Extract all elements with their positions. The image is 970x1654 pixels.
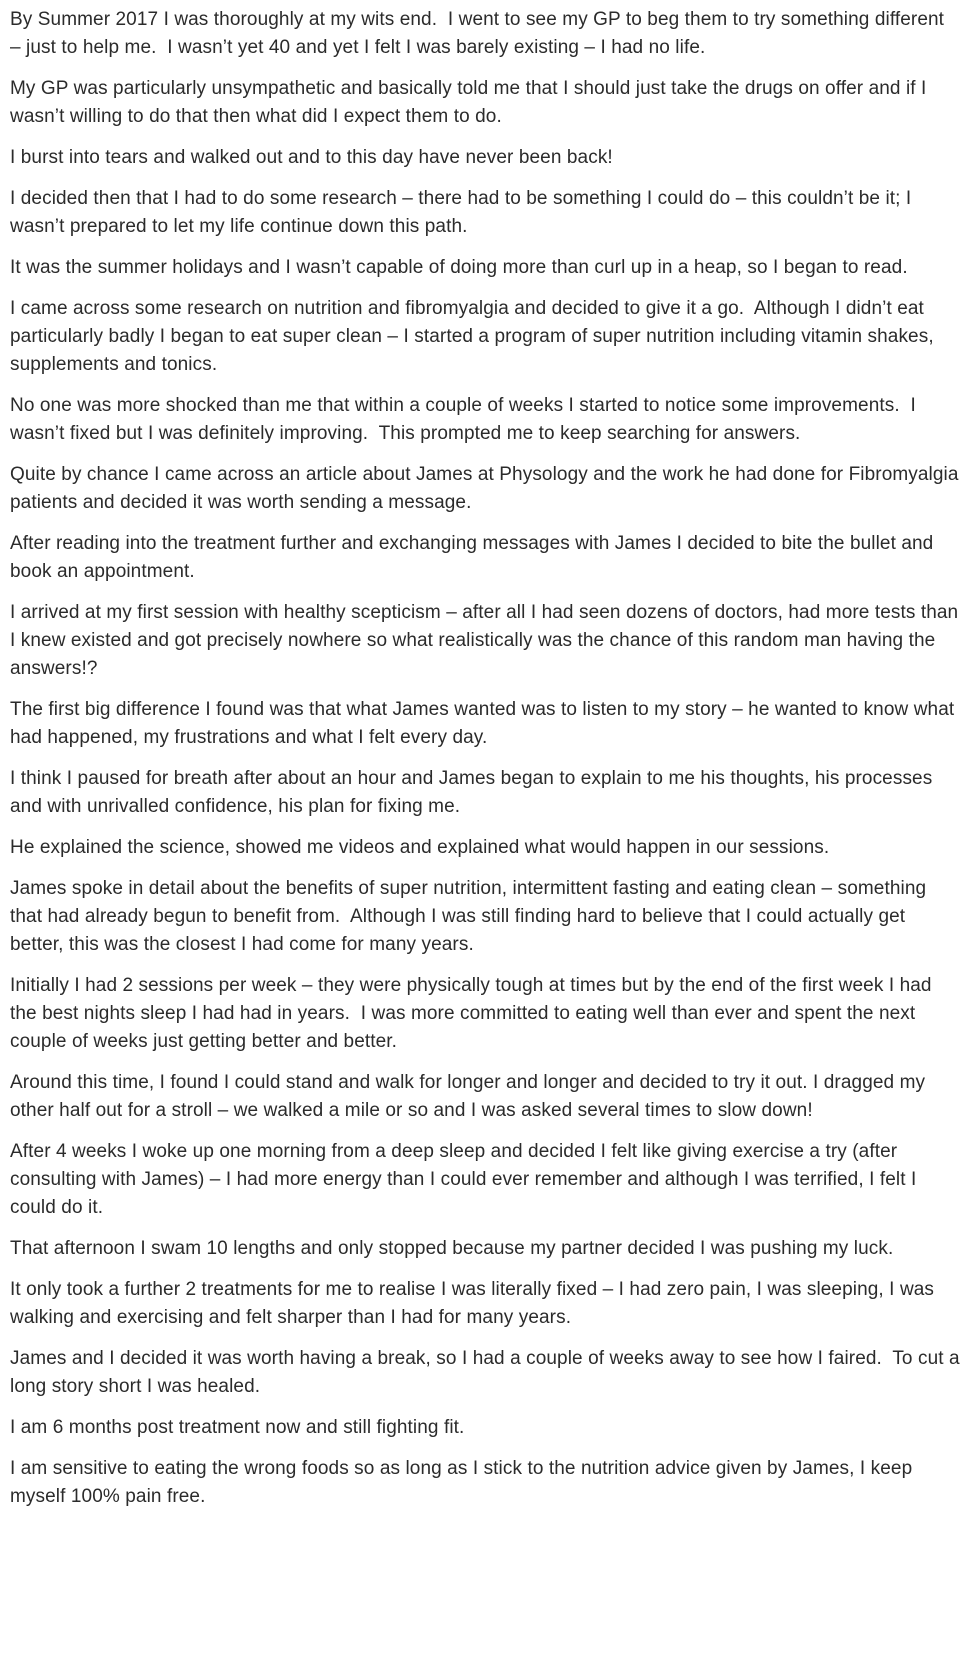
paragraph: I came across some research on nutrition and fibromyalgia and decided to give it a go. Although I didn’t eat particularly badly I began to eat super clean – I started a program of super nutrition including vitamin shakes, supplements and tonics. [10,298,940,375]
paragraph: James and I decided it was worth having a break, so I had a couple of weeks away to see how I faired. To cut a long story short I was healed. [10,1348,966,1397]
paragraph: Quite by chance I came across an article about James at Physology and the work he had done for Fibromyalgia patients and decided it was worth sending a message. [10,464,964,513]
paragraph: The first big difference I found was that what James wanted was to listen to my story – he wanted to know what had happened, my frustrations and what I felt every day. [10,699,960,748]
paragraph: James spoke in detail about the benefits of super nutrition, intermittent fasting and eating clean – something that had already begun to benefit from. Although I was still finding hard to believe that I could actually get better, this was the closest I had come for many years. [10,878,932,955]
paragraph: It was the summer holidays and I wasn’t capable of doing more than curl up in a heap, so I began to read. [10,257,908,278]
paragraph: I am 6 months post treatment now and still fighting fit. [10,1417,465,1438]
paragraph: My GP was particularly unsympathetic and basically told me that I should just take the drugs on offer and if I wasn’t willing to do that then what did I expect them to do. [10,78,932,127]
paragraph: After 4 weeks I woke up one morning from a deep sleep and decided I felt like giving exercise a try (after consulting with James) – I had more energy than I could ever remember and although I was terrified, I felt I could do it. [10,1141,922,1218]
paragraph: It only took a further 2 treatments for me to realise I was literally fixed – I had zero pain, I was sleeping, I was walking and exercising and felt sharper than I had for many years. [10,1279,940,1328]
paragraph: By Summer 2017 I was thoroughly at my wits end. I went to see my GP to beg them to try something different – just to help me. I wasn’t yet 40 and yet I felt I was barely existing – I had no life. [10,9,950,58]
paragraph: Around this time, I found I could stand and walk for longer and longer and decided to try it out. I dragged my other half out for a stroll – we walked a mile or so and I was asked several times to slow down! [10,1072,931,1121]
paragraph: I arrived at my first session with healthy scepticism – after all I had seen dozens of doctors, had more tests than I knew existed and got precisely nowhere so what realistically was the chance of this random man having the answers!? [10,602,964,679]
paragraph: Initially I had 2 sessions per week – they were physically tough at times but by the end of the first week I had the best nights sleep I had had in years. I was more committed to eating well than ever and spent the next couple of weeks just getting better and better. [10,975,937,1052]
paragraph: After reading into the treatment further and exchanging messages with James I decided to bite the bullet and book an appointment. [10,533,939,582]
paragraph: I think I paused for breath after about an hour and James began to explain to me his thoughts, his processes and with unrivalled confidence, his plan for fixing me. [10,768,938,817]
paragraph: That afternoon I swam 10 lengths and only stopped because my partner decided I was pushing my luck. [10,1238,894,1259]
paragraph: I am sensitive to eating the wrong foods so as long as I stick to the nutrition advice given by James, I keep myself 100% pain free. [10,1458,918,1507]
paragraph: I decided then that I had to do some research – there had to be something I could do – this couldn’t be it; I wasn’t prepared to let my life continue down this path. [10,188,917,237]
paragraph: He explained the science, showed me videos and explained what would happen in our sessions. [10,837,830,858]
paragraph: No one was more shocked than me that within a couple of weeks I started to notice some improvements. I wasn’t fixed but I was definitely improving. This prompted me to keep searching for answers. [10,395,922,444]
paragraph: I burst into tears and walked out and to this day have never been back! [10,147,613,168]
